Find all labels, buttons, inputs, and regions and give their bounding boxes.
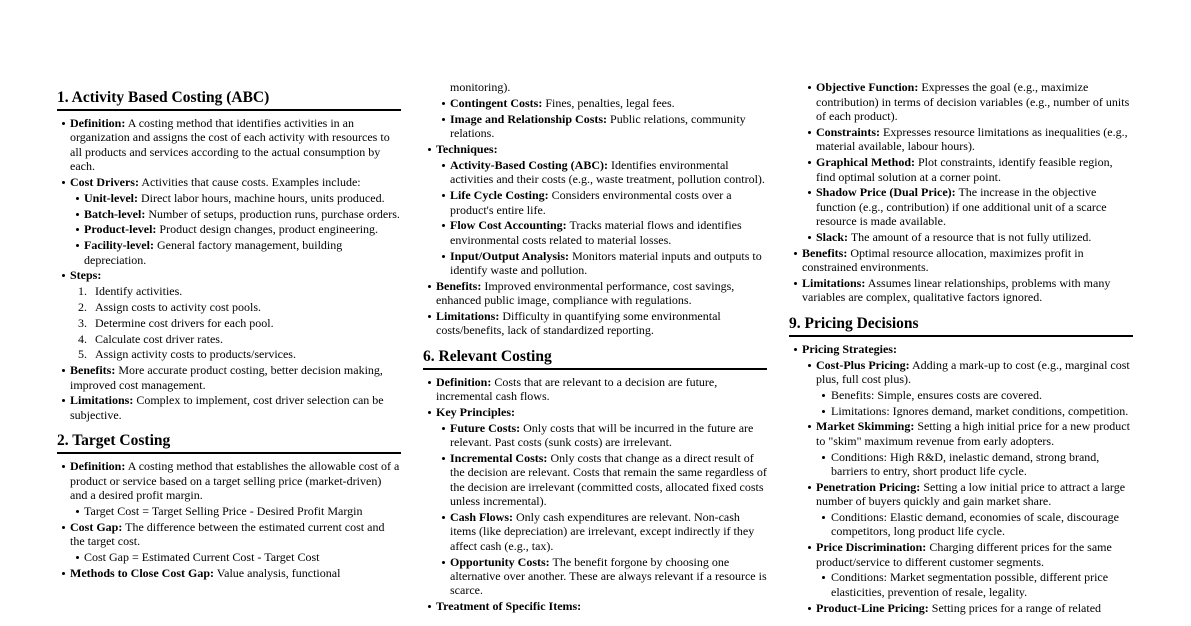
list-item [57,504,401,518]
item-label: Product-level: [84,222,157,237]
list-item [423,555,767,598]
list-item [789,480,1133,509]
list-item [423,96,767,110]
list-item [789,510,1133,539]
item-text: Tracks material flows and identifies environmental costs related to material losses. [450,218,742,247]
bullet-icon [76,244,79,247]
list-item [57,300,401,314]
item-text: General factory management, building depreciation. [84,238,343,267]
list-item [57,222,401,236]
item-label: Slack: [816,230,849,245]
list-item [789,155,1133,184]
item-label: Treatment of Specific Items: [436,599,582,614]
bullet-icon [442,516,445,519]
item-text: Identifies environmental activities and their costs (e.g., waste treatment, pollution control). [450,157,765,187]
list-item [423,451,767,509]
item-text: Assumes linear relationships, problems with many variables are complex, qualitative factors ignored. [802,276,1111,305]
item-text: Identify activities. [95,284,183,299]
list-item [789,125,1133,154]
item-text: Limitations: Ignores demand, market conditions, competition. [831,403,1129,418]
list-item [423,279,767,308]
number-marker: 4. [78,331,87,346]
number-marker: 2. [78,300,87,314]
bullet-icon [822,456,825,459]
item-text: Plot constraints, identify feasible region, find optimal solution at a corner point. [816,155,1113,184]
item-text: Expresses resource limitations as inequalities (e.g., material available, labour hours). [816,125,1128,154]
item-text: Conditions: High R&D, inelastic demand, strong brand, barriers to entry, short product life cycle. [831,449,1100,479]
list [423,80,767,337]
item-label: Unit-level: [84,190,138,205]
bullet-icon [808,364,811,367]
list-item [57,175,401,189]
item-label: Contingent Costs: [450,96,543,111]
bullet-icon [822,410,825,413]
item-label: Activity-Based Costing (ABC): [450,157,608,172]
item-text: Public relations, community relations. [450,111,746,141]
item-text: Product design changes, product engineering. [159,222,379,237]
item-label: Pricing Strategies: [802,341,897,356]
bullet-icon [808,131,811,134]
item-text: A costing method that identifies activities in an organization and assigns the cost of each activity with resources to all products and services according to the actual consumption by each. [70,116,390,174]
bullet-icon [442,427,445,430]
list [57,116,401,422]
bullet-icon [428,411,431,414]
list-item [57,520,401,549]
bullet-icon [822,576,825,579]
bullet-icon [442,194,445,197]
list [423,375,767,614]
bullet-icon [62,181,65,184]
bullet-icon [442,102,445,105]
item-label: Cost Gap: [70,519,123,534]
item-text: Conditions: Market segmentation possible, different price elasticities, prevention of resale, legality. [831,570,1109,599]
item-text: Cost Gap = Estimated Current Cost - Target Cost [84,549,320,564]
bullet-icon [808,425,811,428]
item-text: Setting prices for a range of related [931,600,1102,615]
section-heading: 2. Target Costing [57,433,401,454]
list-item [789,276,1133,305]
section-heading: 1. Activity Based Costing (ABC) [57,90,401,111]
item-label: Definition: [70,459,126,474]
item-label: Shadow Price (Dual Price): [816,185,956,200]
bullet-icon [62,369,65,372]
bullet-icon [62,274,65,277]
bullet-icon [428,315,431,318]
item-label: Definition: [436,374,492,389]
list-item [423,375,767,404]
bullet-icon [62,572,65,575]
bullet-icon [62,465,65,468]
item-label: Price Discrimination: [816,540,927,555]
bullet-icon [76,510,79,513]
list-item [789,404,1133,418]
list [789,342,1133,615]
item-label: Market Skimming: [816,419,915,434]
list-item [57,238,401,267]
list-item [789,601,1133,615]
item-text: monitoring). [450,80,511,95]
bullet-icon [808,546,811,549]
bullet-icon [808,607,811,610]
section-heading: 9. Pricing Decisions [789,316,1133,337]
list-item [423,421,767,450]
list [57,459,401,580]
item-label: Incremental Costs: [450,451,548,466]
list-item [423,142,767,156]
item-label: Life Cycle Costing: [450,188,549,203]
list-item [423,80,767,94]
item-label: Flow Cost Accounting: [450,218,567,233]
item-label: Product-Line Pricing: [816,600,929,615]
list-item [57,268,401,282]
bullet-icon [428,148,431,151]
item-text: Setting a high initial price for a new product to "skim" maximum revenue from early adopters. [816,419,1130,448]
item-text: Adding a mark-up to cost (e.g., marginal cost plus, full cost plus). [816,357,1130,387]
list-item [423,510,767,553]
item-label: Benefits: [70,363,116,378]
list-item [57,459,401,502]
item-label: Cash Flows: [450,510,514,525]
bullet-icon [428,285,431,288]
item-text: Difficulty in quantifying some environmental costs/benefits, lack of standardized reporting. [436,309,721,338]
item-text: Only costs that change as a direct result of the decision are relevant. Costs that remain the same regardless of the decision are irrelevant (committed costs, allocated fixed costs unless incremental). [450,451,767,509]
bullet-icon [76,228,79,231]
list-item [789,570,1133,599]
item-text: Complex to implement, cost driver selection can be subjective. [70,393,384,422]
item-label: Constraints: [816,125,881,139]
bullet-icon [794,348,797,351]
column-2 [423,79,767,615]
item-label: Limitations: [70,393,134,408]
bullet-icon [794,282,797,285]
item-text: Number of setups, production runs, purchase orders. [148,206,400,221]
item-label: Key Principles: [436,405,515,420]
item-label: Input/Output Analysis: [450,248,570,263]
item-text: Only cash expenditures are relevant. Non-cash items (like depreciation) are irrelevant, except indirectly if they affect cash (e.g., tax). [450,510,755,553]
list-item [789,358,1133,387]
bullet-icon [822,516,825,519]
list-item [423,405,767,419]
item-text: The increase in the objective function (e.g., contribution) if one additional unit of a scarce resource is made available. [816,185,1107,229]
item-text: Determine cost drivers for each pool. [95,315,274,330]
item-text: Improved environmental performance, cost savings, enhanced public image, compliance with regulations. [436,278,735,308]
item-label: Limitations: [436,309,500,323]
list-item [789,230,1133,244]
bullet-icon [808,161,811,164]
list-item [57,550,401,564]
item-text: More accurate product costing, better decision making, improved cost management. [70,363,383,392]
list-item [789,540,1133,569]
item-text: Activities that cause costs. Examples include: [141,175,361,190]
item-label: Techniques: [436,142,498,157]
bullet-icon [428,605,431,608]
list-item [789,185,1133,228]
item-label: Facility-level: [84,238,154,253]
bullet-icon [428,381,431,384]
item-text: Calculate cost driver rates. [95,331,223,346]
number-marker: 3. [78,315,87,330]
list-item [57,363,401,392]
item-text: Charging different prices for the same product/service to different customer segments. [816,540,1112,569]
list-item [57,207,401,221]
list-item [423,112,767,141]
list-item [423,188,767,217]
list-item [423,158,767,187]
item-label: Benefits: [436,278,482,293]
bullet-icon [822,394,825,397]
bullet-icon [442,255,445,258]
list-item [57,116,401,174]
item-label: Steps: [70,268,102,283]
item-text: Conditions: Elastic demand, economies of scale, discourage competitors, long product life cycle. [831,510,1119,539]
list-item [789,450,1133,479]
list-item [57,566,401,580]
bullet-icon [442,457,445,460]
item-label: Batch-level: [84,206,146,221]
bullet-icon [442,164,445,167]
item-text: Expresses the goal (e.g., maximize contribution) in terms of decision variables (e.g., number of units of each product). [816,80,1130,124]
bullet-icon [808,486,811,489]
list [789,80,1133,304]
item-text: Considers environmental costs over a product's entire life. [450,188,732,217]
list-item [423,249,767,278]
list-item [57,393,401,422]
item-text: Target Cost = Target Selling Price - Desired Profit Margin [84,503,363,518]
bullet-icon [76,213,79,216]
list-item [423,599,767,613]
item-text: Assign costs to activity cost pools. [95,300,261,314]
item-text: Direct labor hours, machine hours, units produced. [140,190,385,205]
section-heading: 6. Relevant Costing [423,349,767,370]
bullet-icon [442,224,445,227]
item-label: Future Costs: [450,420,521,435]
list-item [57,347,401,361]
list-item [789,246,1133,275]
item-text: The amount of a resource that is not fully utilized. [850,230,1092,245]
column-1 [57,79,401,581]
item-label: Cost Drivers: [70,175,139,190]
bullet-icon [62,122,65,125]
item-text: Costs that are relevant to a decision are future, incremental cash flows. [436,374,718,404]
list-item [57,316,401,330]
item-text: The benefit forgone by choosing one alternative over another. These are always relevant if a resource is scarce. [450,554,767,598]
item-label: Opportunity Costs: [450,554,550,569]
item-text: Fines, penalties, legal fees. [545,96,675,111]
list-item [57,191,401,205]
item-text: Setting a low initial price to attract a large number of buyers quickly and gain market share. [816,479,1126,509]
item-label: Graphical Method: [816,155,915,170]
bullet-icon [794,252,797,255]
item-text: Only costs that will be incurred in the future are relevant. Past costs (sunk costs) are irrelevant. [450,420,754,450]
bullet-icon [62,399,65,402]
bullet-icon [808,86,811,89]
bullet-icon [442,561,445,564]
item-text: Optimal resource allocation, maximizes profit in constrained environments. [802,245,1084,275]
item-text: The difference between the estimated current cost and the target cost. [70,519,385,549]
number-marker: 1. [78,284,87,299]
list-item [57,284,401,298]
item-text: Benefits: Simple, ensures costs are covered. [831,387,1042,402]
number-marker: 5. [78,347,87,362]
bullet-icon [76,556,79,559]
item-label: Cost-Plus Pricing: [816,357,910,372]
list-item [789,342,1133,356]
item-label: Limitations: [802,276,866,291]
list-item [789,388,1133,402]
list-item [423,218,767,247]
item-label: Penetration Pricing: [816,479,921,494]
list-item [789,419,1133,448]
item-label: Objective Function: [816,80,919,95]
column-3 [789,79,1133,616]
item-text: Assign activity costs to products/services. [95,347,296,362]
item-text: Monitors material inputs and outputs to identify waste and pollution. [450,248,762,277]
list-item [57,332,401,346]
bullet-icon [76,197,79,200]
item-label: Definition: [70,116,126,130]
item-label: Benefits: [802,245,848,260]
bullet-icon [62,526,65,529]
list-item [789,80,1133,123]
bullet-icon [808,236,811,239]
bullet-icon [808,191,811,194]
item-label: Methods to Close Cost Gap: [70,565,214,580]
item-text: Value analysis, functional [216,565,341,580]
item-text: A costing method that establishes the allowable cost of a product or service based on a target selling price (market-driven) and a desired profit margin. [70,459,400,503]
list-item [423,309,767,338]
item-label: Image and Relationship Costs: [450,111,608,126]
bullet-icon [442,118,445,121]
